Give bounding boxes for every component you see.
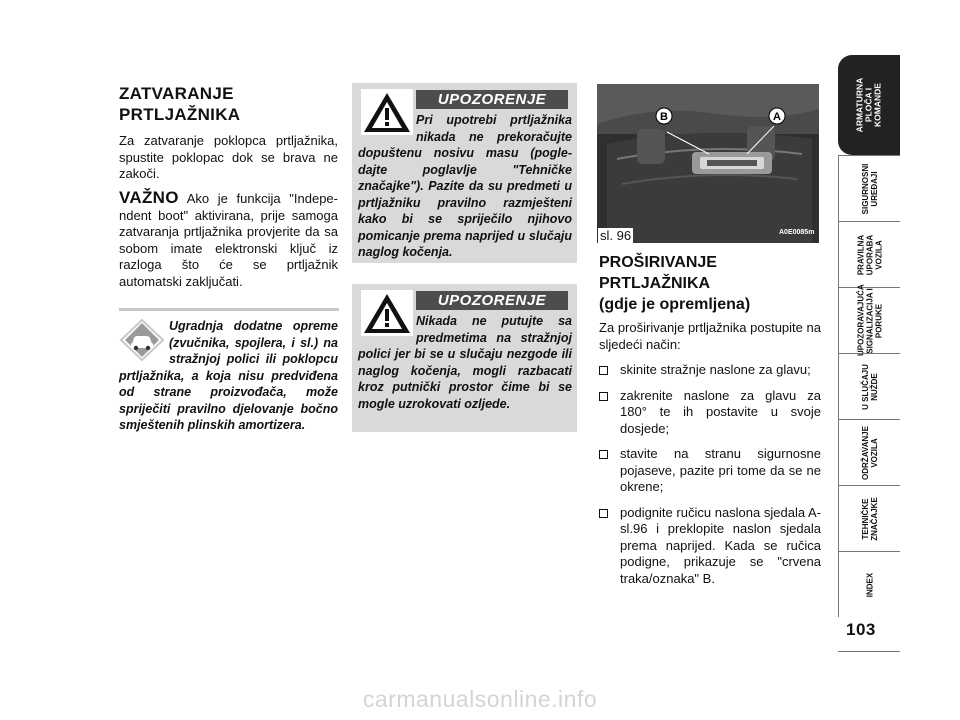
tab-technical-specs[interactable]: TEHNIČKE ZNAČAJKE [838,485,900,551]
accessory-note: Ugradnja dodatne opreme (zvučnika, spojlera, i sl.) na stražnjoj polici ili poklopcu prtljažnika, a koja nisu predviđena od strane proizvođača, može spriječiti pravilno djelovanje bočno smještenih plinskih amortizera. [119,319,338,432]
warning-box-rear-shelf [352,284,577,432]
figure-rear-seat-photo [597,84,819,243]
rear-seat-illustration [597,84,819,243]
car-warning-icon [117,318,167,362]
tab-correct-use[interactable]: PRAVILNA UPORABA VOZILA [838,221,900,287]
important-note [119,190,338,290]
marker-b-label: B [660,111,668,123]
watermark: carmanualsonline.info [362,686,598,712]
important-keyword: VAŽNO [119,188,179,207]
section-title-boot-extension: PROŠIRIVANJE PRTLJAŽNIKA (gdje je opremljena) [599,254,751,313]
tab-index[interactable]: INDEX [838,551,900,617]
warning-label: UPOZORENJE [416,291,568,310]
list-item: skinite stražnje naslone za glavu; [599,362,821,379]
marker-a-label: A [773,111,781,123]
important-text: Ako je funkcija "Indepe-ndent boot" aktivirana, prije samoga zatvaranja prtljažnika provjerite da sa sobom imate elektronski ključ iz razloga što će se prtljažnik automatski zaključati. [119,191,338,289]
checkbox-bullet-icon [599,450,608,459]
tab-dashboard-controls[interactable]: ARMATURNA PLOČA I KOMANDE [838,55,900,155]
warning-text-load: Pri upotrebi prtljažnika nikada ne prekoračujte dopuštenu nosivu masu (pogle-dajte poglavlje "Tehničke značajke"). Pazite da su predmeti u prtljažniku pravilno razmješteni kako bi se spriječilo njihovo pomicanje prema naprijed u slučaju naglog kočenja. [358,113,572,259]
tab-maintenance[interactable]: ODRŽAVANJE VOZILA [838,419,900,485]
warning-text-rear-shelf: Nikada ne putujte sa predmetima na stražnjoj polici jer bi se u slučaju nezgode ili naglog kočenja, mogli razbacati kroz putnički prostor čime bi se mogle uzrokovati ozljede. [358,314,572,411]
extension-steps-list [599,362,821,596]
chapter-tabs [838,55,900,617]
checkbox-bullet-icon [599,509,608,518]
figure-code: A0E0085m [779,229,815,236]
separator-line [119,308,339,311]
page-number: 103 [846,620,876,639]
checkbox-bullet-icon [599,366,608,375]
list-item: podignite ručicu naslona sjedala A-sl.96 i preklopite naslon sjedala prema naprijed. Kada se ručica podigne, prikazuje se "crvena traka/oznaka" B. [599,505,821,588]
tab-warning-lights[interactable]: UPOZORAVAJUĆA SIGNALIZACIJA I PORUKE [838,287,900,353]
page-number-divider [838,651,900,652]
tab-safety-devices[interactable]: SIGURNOSNI UREĐAJI [838,155,900,221]
section-title-closing-boot: ZATVARANJE PRTLJAŽNIKA [119,84,241,124]
figure-caption: sl. 96 [600,228,632,243]
warning-label: UPOZORENJE [416,90,568,109]
extension-intro: Za proširivanje prtljažnika postupite na sljedeći način: [599,320,821,352]
list-item: stavite na stranu sigurnosne pojaseve, pazite pri tome da se ne okrene; [599,446,821,496]
checkbox-bullet-icon [599,392,608,401]
warning-box-load [352,83,577,263]
list-item: zakrenite naslone za glavu za 180° te ih postavite u svoje dosjede; [599,388,821,438]
paragraph-closing-instructions: Za zatvaranje poklopca prtljažnika, spustite poklopac dok se brava ne zakoči. [119,133,338,181]
tab-emergency[interactable]: U SLUČAJU NUŽDE [838,353,900,419]
